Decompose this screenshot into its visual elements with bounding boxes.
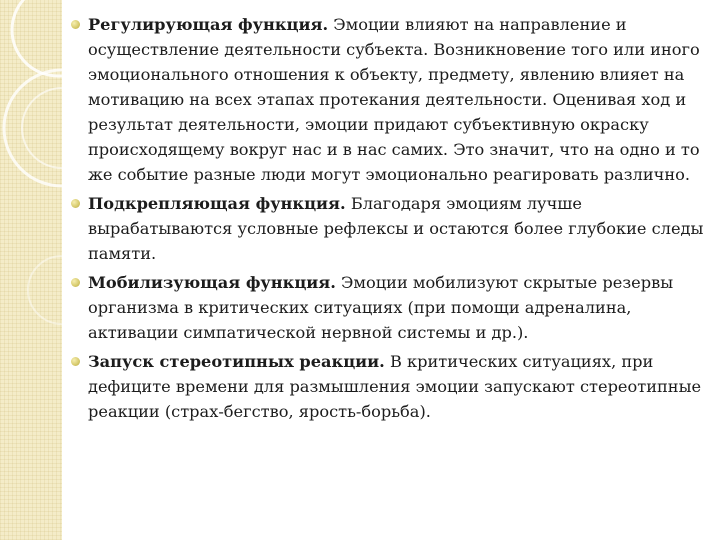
list-item xyxy=(70,12,706,187)
list-item xyxy=(70,270,706,345)
decorative-circles xyxy=(0,0,62,540)
bullet-list xyxy=(70,12,706,428)
item-term: Регулирующая функция. xyxy=(88,15,329,34)
bullet-dot-icon xyxy=(71,278,80,287)
item-text: В критических ситуациях, при дефиците времени для размышления эмоции запускают стереотипные реакции (страх-бегство, ярость-борьба). xyxy=(88,352,702,421)
bullet-dot-icon xyxy=(71,357,80,366)
list-item xyxy=(70,349,706,424)
item-term: Мобилизующая функция. xyxy=(88,273,336,292)
bullet-dot-icon xyxy=(71,199,80,208)
bullet-dot-icon xyxy=(71,20,80,29)
item-text: Благодаря эмоциям лучше вырабатываются условные рефлексы и остаются более глубокие следы памяти. xyxy=(88,194,704,263)
list-item xyxy=(70,191,706,266)
item-text: Эмоции мобилизуют скрытые резервы организма в критических ситуациях (при помощи адреналина, активации симпатической нервной системы и др.). xyxy=(88,273,674,342)
item-term: Подкрепляющая функция. xyxy=(88,194,346,213)
item-text: Эмоции влияют на направление и осуществление деятельности субъекта. Возникновение того или иного эмоционального отношения к объекту, предмету, явлению влияет на мотивацию на всех этапах протекания деятельности. Оценивая ход и результат деятельности, эмоции придают субъективную окраску происходящему вокруг нас и в нас самих. Это значит, что на одно и то же событие разные люди могут эмоционально реагировать различно. xyxy=(88,15,700,184)
item-term: Запуск стереотипных реакции. xyxy=(88,352,385,371)
decorative-side-strip xyxy=(0,0,62,540)
